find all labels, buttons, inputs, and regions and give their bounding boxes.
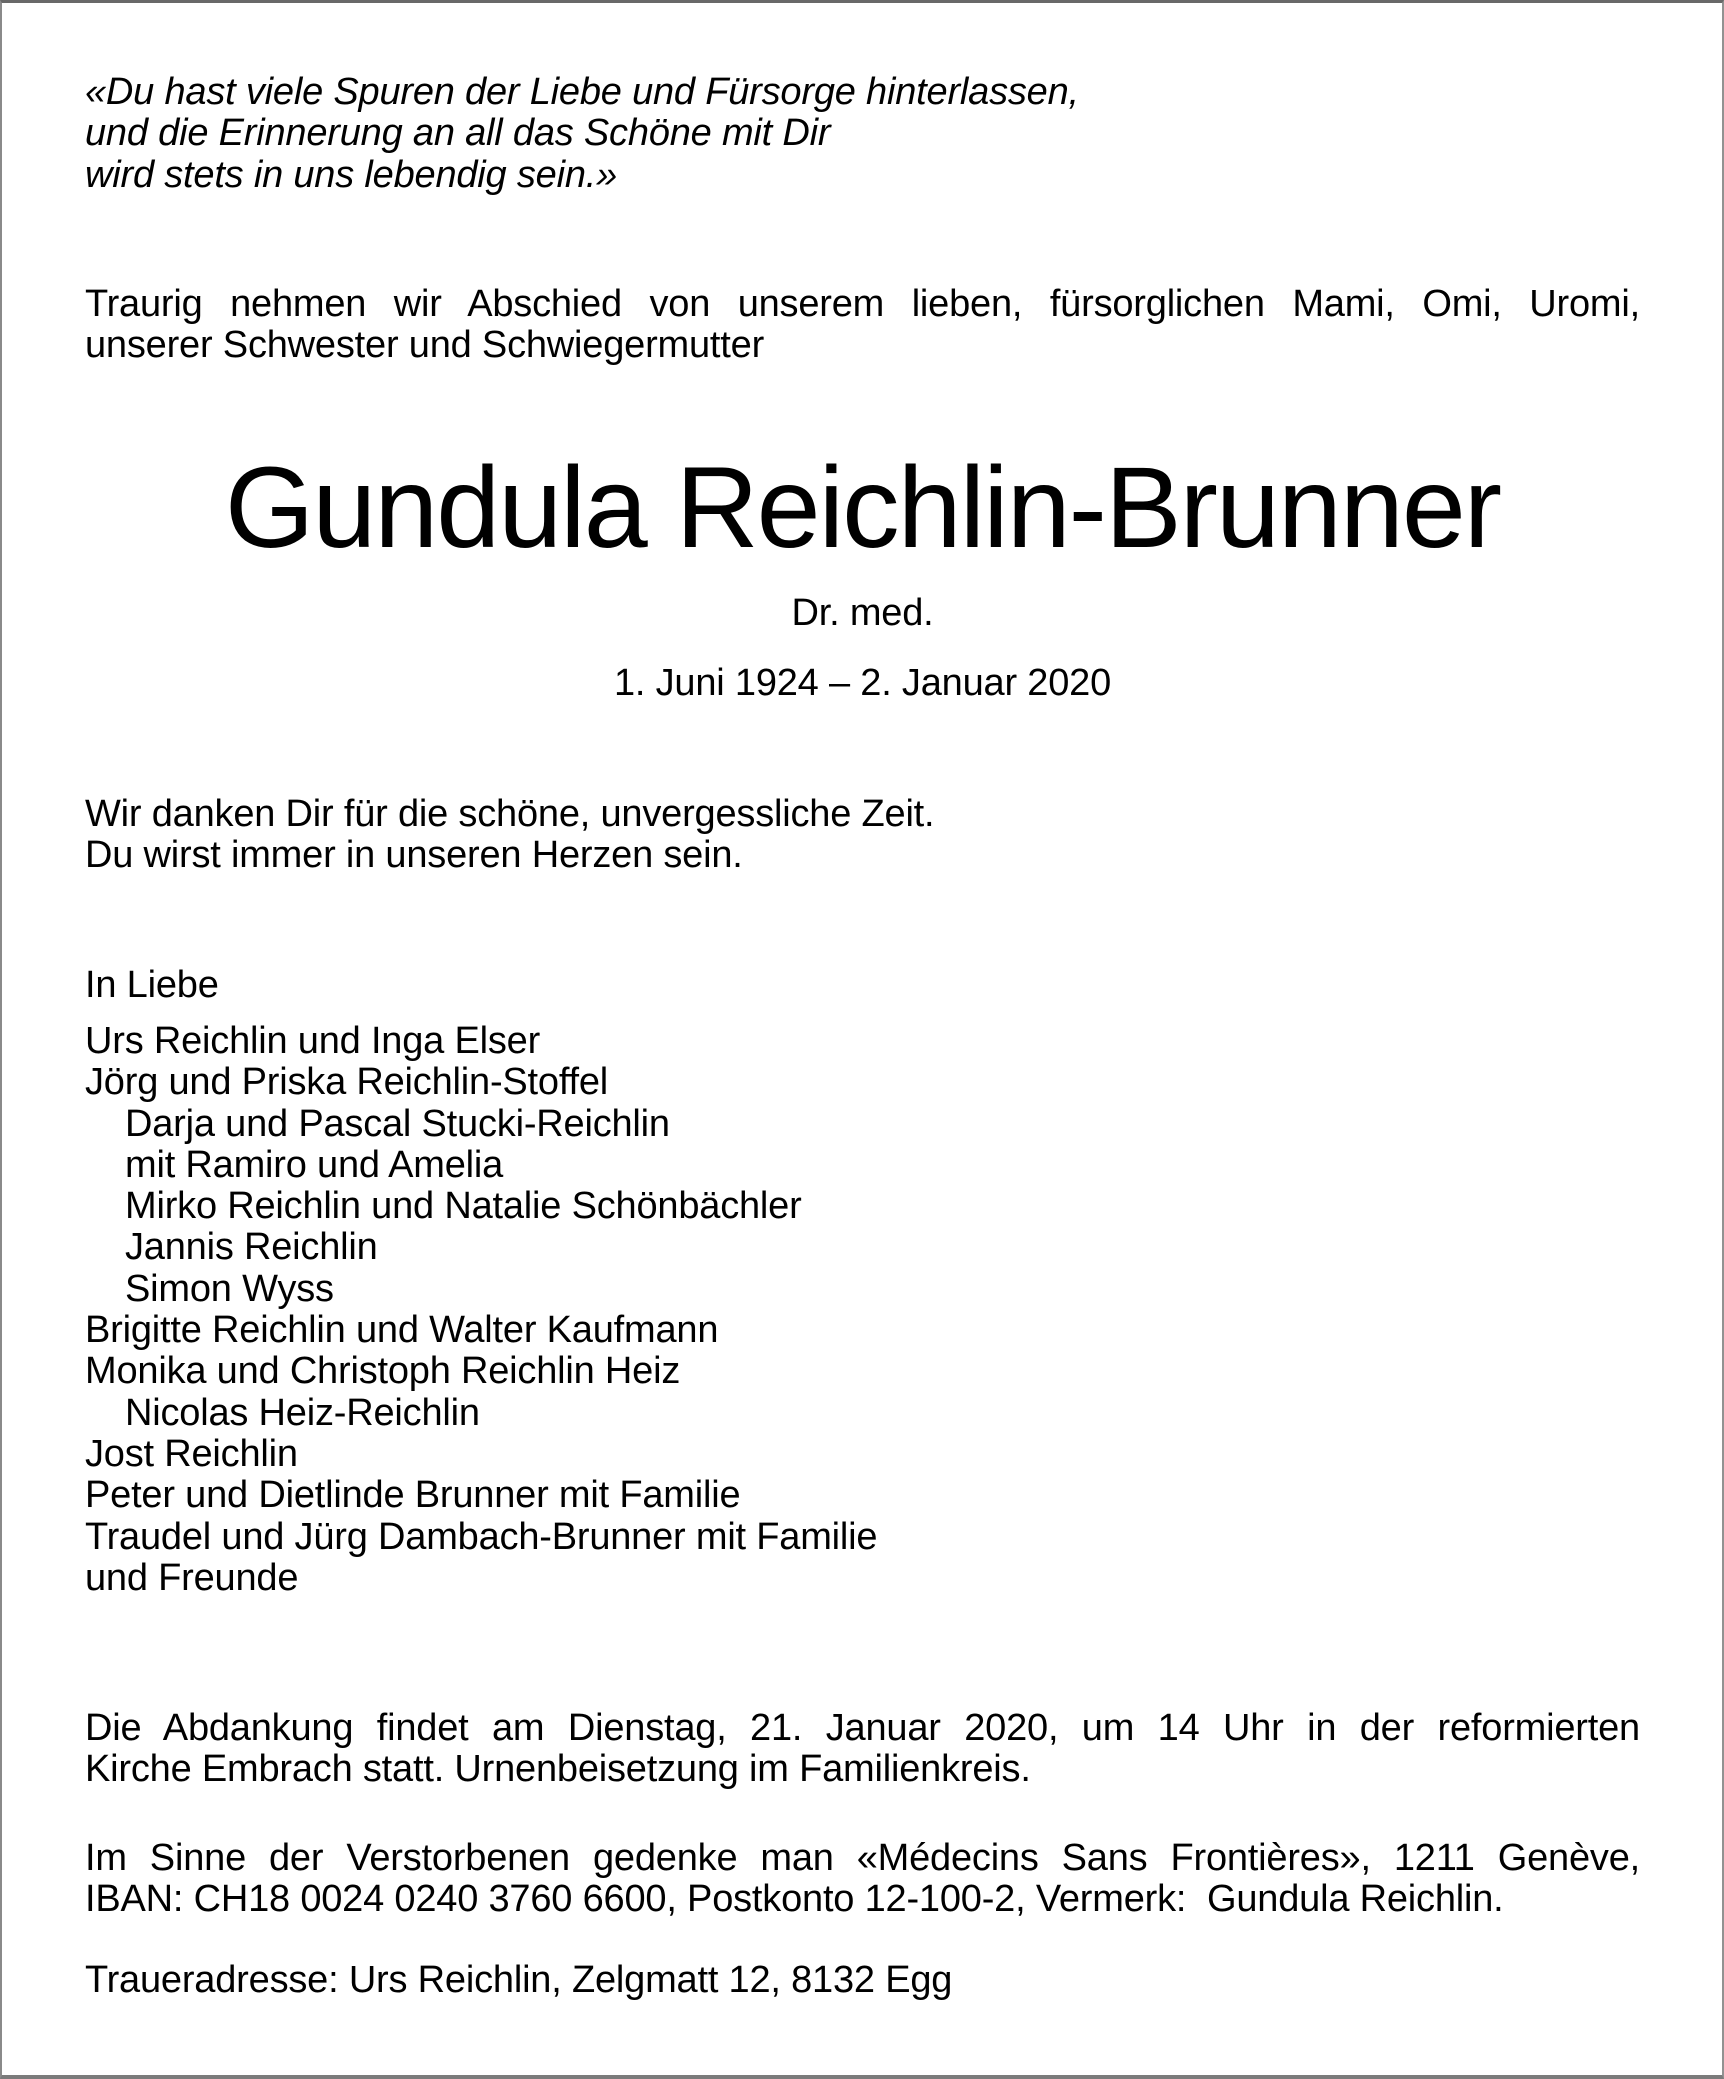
mourner-row: Urs Reichlin und Inga Elser — [85, 1019, 541, 1062]
deceased-name: Gundula Reichlin-Brunner — [224, 444, 1501, 573]
thanks-paragraph — [85, 794, 1640, 877]
mourner-row: Darja und Pascal Stucki-Reichlin — [125, 1102, 670, 1145]
mourner-row: Simon Wyss — [125, 1267, 334, 1310]
funeral-line: Kirche Embrach statt. Urnenbeisetzung im Familienkreis. — [85, 1748, 1031, 1791]
intro-line: unserer Schwester und Schwiegermutter — [85, 324, 765, 367]
donation-line: Im Sinne der Verstorbenen gedenke man «Médecins Sans Frontières», 1211 Genève, — [85, 1836, 1640, 1879]
mourning-address: Traueradresse: Urs Reichlin, Zelgmatt 12, 8132 Egg — [85, 1959, 953, 2002]
intro-line: Traurig nehmen wir Abschied von unserem lieben, fürsorglichen Mami, Omi, Uromi, — [85, 282, 1640, 325]
intro-paragraph — [85, 284, 1640, 367]
mourner-row: Peter und Dietlinde Brunner mit Familie — [85, 1474, 741, 1517]
thanks-line: Du wirst immer in unseren Herzen sein. — [85, 834, 743, 877]
mourner-row: Mirko Reichlin und Natalie Schönbächler — [125, 1185, 802, 1228]
mourner-row: Nicolas Heiz-Reichlin — [125, 1391, 480, 1434]
mourner-row: Traudel und Jürg Dambach-Brunner mit Familie — [85, 1515, 878, 1558]
mourner-row: Jost Reichlin — [85, 1432, 298, 1475]
mourner-row: Brigitte Reichlin und Walter Kaufmann — [85, 1309, 719, 1352]
thanks-line: Wir danken Dir für die schöne, unvergessliche Zeit. — [85, 793, 935, 836]
mourner-row: und Freunde — [85, 1556, 299, 1599]
mourner-row: Jörg und Priska Reichlin-Stoffel — [85, 1061, 609, 1104]
mourner-row: Monika und Christoph Reichlin Heiz — [85, 1350, 681, 1393]
quote-line: wird stets in uns lebendig sein.» — [85, 153, 618, 196]
closing-salutation: In Liebe — [85, 963, 219, 1006]
quote-line: «Du hast viele Spuren der Liebe und Fürsorge hinterlassen, — [85, 71, 1079, 113]
donation-line: IBAN: CH18 0024 0240 3760 6600, Postkonto 12-100-2, Vermerk: Gundula Reichlin. — [85, 1878, 1504, 1921]
mourners-list — [85, 1021, 1640, 1599]
opening-quote — [85, 72, 1640, 196]
donation-info — [85, 1838, 1640, 1921]
mourner-row: Jannis Reichlin — [125, 1226, 378, 1269]
quote-line: und die Erinnerung an all das Schöne mit Dir — [85, 112, 831, 155]
mourner-row: mit Ramiro und Amelia — [125, 1143, 504, 1186]
academic-title: Dr. med. — [791, 592, 934, 635]
life-dates: 1. Juni 1924 – 2. Januar 2020 — [613, 661, 1112, 704]
funeral-info — [85, 1708, 1640, 1791]
funeral-line: Die Abdankung findet am Dienstag, 21. Januar 2020, um 14 Uhr in der reformierten — [85, 1707, 1640, 1750]
